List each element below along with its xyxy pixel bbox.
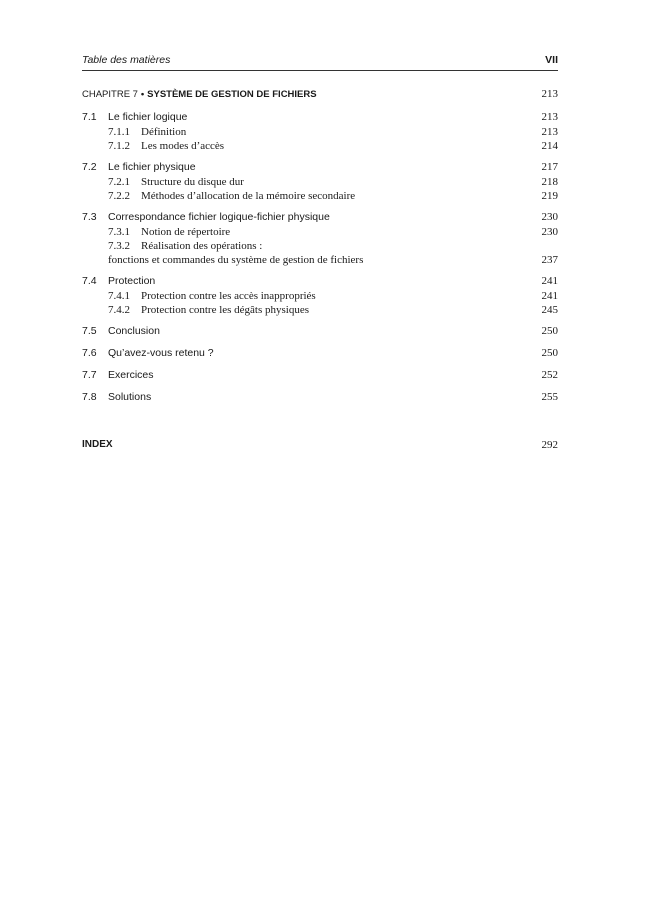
section-page: 241 <box>541 275 558 287</box>
toc-subsection-entry[interactable] <box>82 303 558 317</box>
toc-subsection-entry[interactable] <box>82 289 558 303</box>
subsection-page: 219 <box>541 190 558 202</box>
toc-subsection-entry[interactable] <box>82 139 558 153</box>
chapter-entry[interactable] <box>82 86 558 102</box>
section-page: 217 <box>541 161 558 173</box>
subsection-number: 7.1.2 <box>108 140 130 152</box>
toc-section-entry[interactable] <box>82 209 558 225</box>
subsection-page: 230 <box>541 226 558 238</box>
subsection-number: 7.1.1 <box>108 126 130 138</box>
section-page: 250 <box>541 325 558 337</box>
chapter-page: 213 <box>541 88 558 100</box>
toc-subsection-continuation[interactable] <box>82 253 558 267</box>
toc-section-entry[interactable] <box>82 367 558 383</box>
section-title: Le fichier physique <box>108 161 196 173</box>
subsection-number: 7.4.1 <box>108 290 130 302</box>
subsection-number: 7.4.2 <box>108 304 130 316</box>
subsection-number: 7.2.1 <box>108 176 130 188</box>
toc-section-entry[interactable] <box>82 109 558 125</box>
subsection-page: 237 <box>541 254 558 266</box>
chapter-prefix: CHAPITRE 7 <box>82 89 138 100</box>
section-title: Le fichier logique <box>108 111 188 123</box>
section-title: Conclusion <box>108 325 160 337</box>
section-page: 255 <box>541 391 558 403</box>
section-number: 7.5 <box>82 325 97 337</box>
running-header-title: Table des matières <box>82 54 171 66</box>
toc-subsection-entry[interactable] <box>82 225 558 239</box>
section-number: 7.6 <box>82 347 97 359</box>
subsection-title: Définition <box>141 126 187 138</box>
section-number: 7.1 <box>82 111 97 123</box>
section-page: 252 <box>541 369 558 381</box>
section-number: 7.7 <box>82 369 97 381</box>
subsection-number: 7.3.1 <box>108 226 130 238</box>
toc-section-entry[interactable] <box>82 345 558 361</box>
toc-section-entry[interactable] <box>82 389 558 405</box>
section-number: 7.8 <box>82 391 97 403</box>
section-title: Solutions <box>108 391 152 403</box>
toc-subsection-entry[interactable] <box>82 175 558 189</box>
section-title: Exercices <box>108 369 154 381</box>
section-title: Qu’avez-vous retenu ? <box>108 347 214 359</box>
table-of-contents <box>82 86 558 453</box>
chapter-title: SYSTÈME DE GESTION DE FICHIERS <box>147 89 317 100</box>
toc-section-entry[interactable] <box>82 323 558 339</box>
section-title: Correspondance fichier logique-fichier physique <box>108 211 330 223</box>
subsection-page: 245 <box>541 304 558 316</box>
subsection-title: Réalisation des opérations : <box>141 240 263 252</box>
subsection-page: 218 <box>541 176 558 188</box>
toc-section-entry[interactable] <box>82 159 558 175</box>
section-number: 7.4 <box>82 275 97 287</box>
index-page: 292 <box>541 439 558 451</box>
section-number: 7.3 <box>82 211 97 223</box>
subsection-number: 7.2.2 <box>108 190 130 202</box>
toc-section-entry[interactable] <box>82 273 558 289</box>
subsection-title-continuation: fonctions et commandes du système de gestion de fichiers <box>108 254 364 266</box>
index-label: INDEX <box>82 439 113 450</box>
subsection-number: 7.3.2 <box>108 240 130 252</box>
section-page: 250 <box>541 347 558 359</box>
section-title: Protection <box>108 275 156 287</box>
section-number: 7.2 <box>82 161 97 173</box>
subsection-title: Notion de répertoire <box>141 226 231 238</box>
subsection-page: 241 <box>541 290 558 302</box>
subsection-title: Les modes d’accès <box>141 140 225 152</box>
running-header-page-number: VII <box>545 54 558 66</box>
subsection-title: Structure du disque dur <box>141 176 244 188</box>
subsection-title: Protection contre les accès inappropriés <box>141 290 316 302</box>
chapter-bullet: • <box>140 89 145 100</box>
toc-subsection-entry[interactable] <box>82 239 558 253</box>
subsection-page: 213 <box>541 126 558 138</box>
index-entry[interactable] <box>82 437 558 453</box>
toc-subsection-entry[interactable] <box>82 125 558 139</box>
subsection-title: Méthodes d’allocation de la mémoire secondaire <box>141 190 356 202</box>
section-page: 230 <box>541 211 558 223</box>
section-page: 213 <box>541 111 558 123</box>
subsection-title: Protection contre les dégâts physiques <box>141 304 310 316</box>
subsection-page: 214 <box>541 140 558 152</box>
toc-subsection-entry[interactable] <box>82 189 558 203</box>
running-header <box>82 54 558 71</box>
